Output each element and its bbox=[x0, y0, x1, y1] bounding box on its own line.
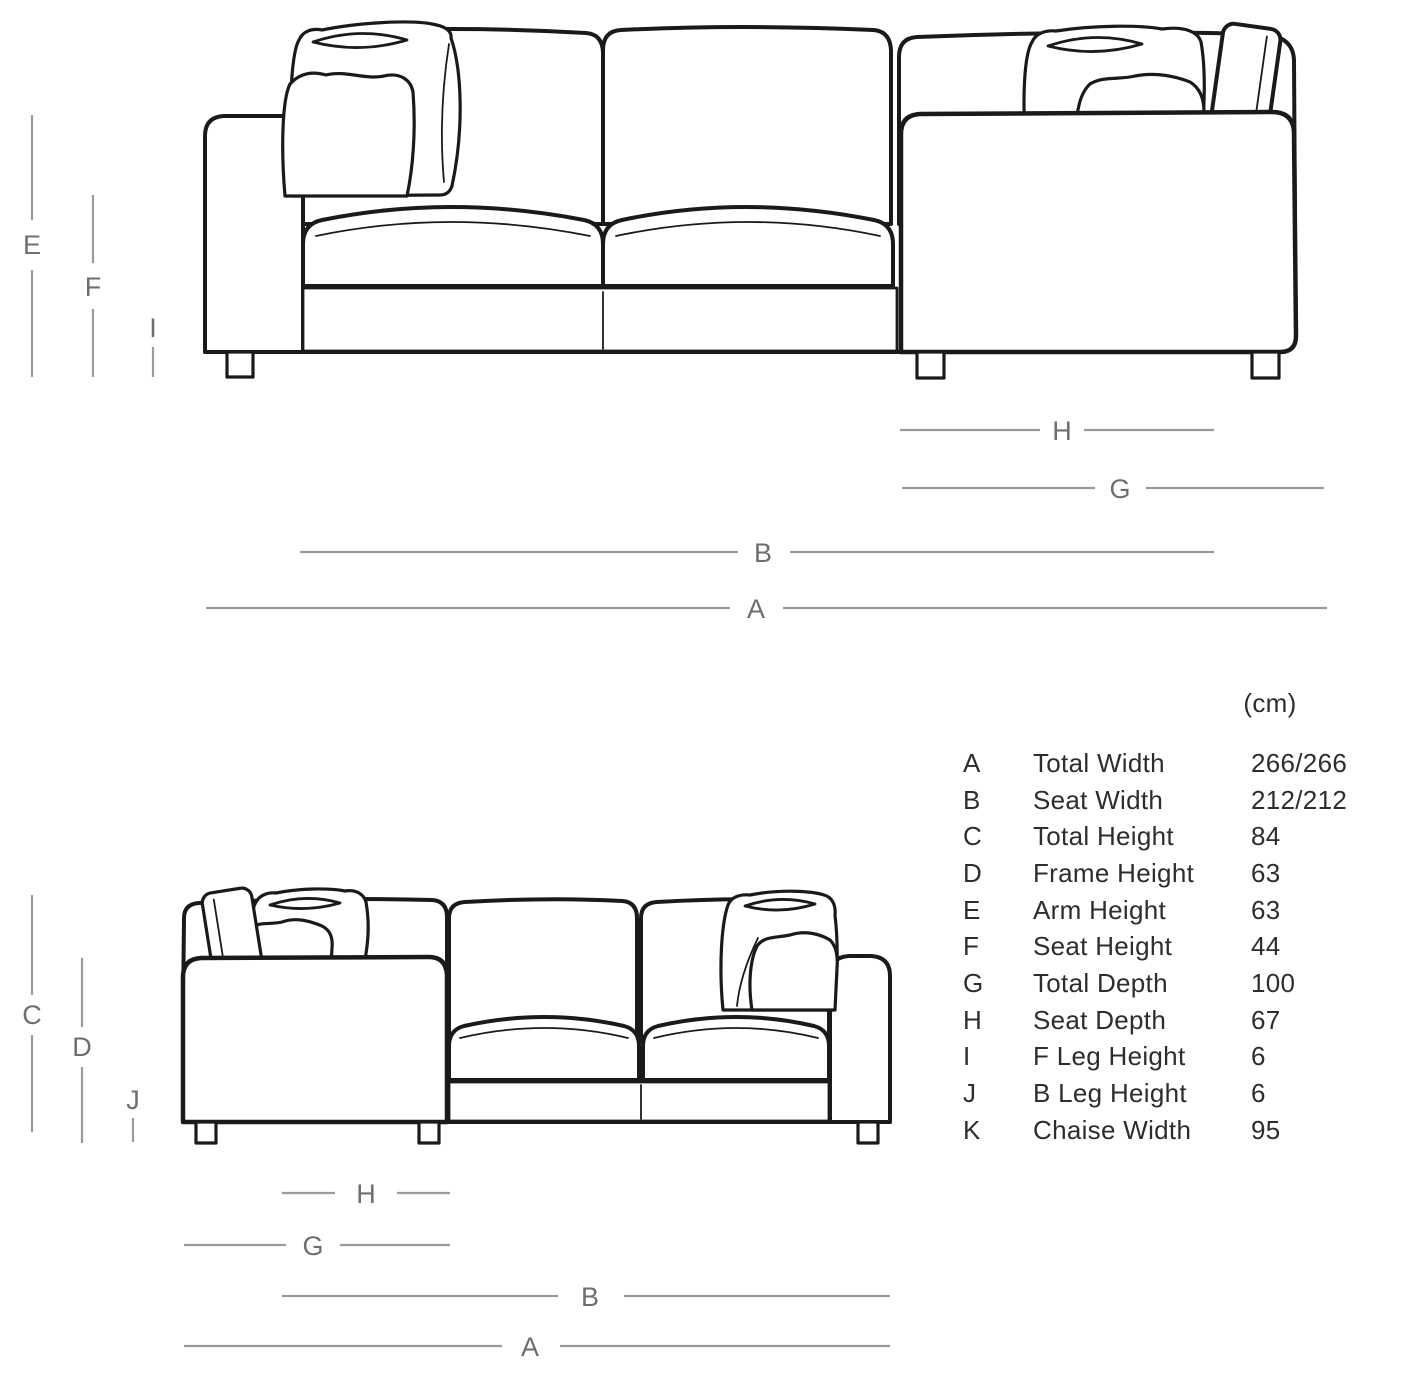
dim-label-total-width: A bbox=[520, 1332, 540, 1362]
dim-label-total-width: A bbox=[746, 594, 766, 624]
legend-value: 84 bbox=[1251, 821, 1281, 852]
dim-label-front-leg-height: I bbox=[149, 313, 157, 343]
legend-value: 6 bbox=[1251, 1041, 1266, 1072]
chaise-body bbox=[183, 957, 447, 1122]
unit-label: (cm) bbox=[1243, 688, 1297, 718]
dim-label-seat-height: F bbox=[84, 272, 102, 302]
legend-name: Frame Height bbox=[1033, 857, 1195, 888]
legend-letter: D bbox=[963, 857, 983, 888]
legend-value: 67 bbox=[1251, 1004, 1281, 1035]
legend-value: 63 bbox=[1251, 894, 1281, 925]
sofa-leg bbox=[858, 1122, 878, 1143]
legend-name: Total Height bbox=[1033, 821, 1174, 852]
legend-row-arm-height bbox=[963, 892, 1347, 929]
legend-row-back-leg-height bbox=[963, 1075, 1347, 1112]
legend-letter: B bbox=[963, 784, 981, 815]
legend-row-frame-height bbox=[963, 855, 1347, 892]
sofa-leg bbox=[1252, 352, 1279, 378]
legend-name: Total Depth bbox=[1033, 967, 1168, 998]
dim-label-back-leg-height: J bbox=[126, 1085, 140, 1115]
base-frame bbox=[449, 1082, 829, 1121]
dim-label-total-depth: G bbox=[302, 1231, 324, 1261]
legend-name: Seat Width bbox=[1033, 784, 1164, 815]
dim-label-total-depth: G bbox=[1109, 474, 1131, 504]
legend-value: 63 bbox=[1251, 857, 1281, 888]
dim-label-seat-depth: H bbox=[1052, 416, 1072, 446]
legend-row-seat-height bbox=[963, 928, 1347, 965]
legend-value: 95 bbox=[1251, 1114, 1281, 1145]
legend-name: Total Width bbox=[1033, 747, 1165, 778]
legend-value: 100 bbox=[1251, 967, 1296, 998]
seat-cushion-right bbox=[643, 1017, 829, 1080]
sofa-leg bbox=[419, 1122, 439, 1143]
dim-label-frame-height: D bbox=[72, 1032, 92, 1062]
legend-letter: I bbox=[963, 1041, 971, 1072]
back-cushion-middle bbox=[603, 27, 891, 224]
legend-name: B Leg Height bbox=[1033, 1078, 1187, 1109]
dimension-legend bbox=[963, 745, 1347, 1149]
legend-value: 44 bbox=[1251, 931, 1281, 962]
legend-row-seat-depth bbox=[963, 1002, 1347, 1039]
dim-label-seat-width: B bbox=[753, 538, 773, 568]
legend-row-total-height bbox=[963, 818, 1347, 855]
legend-name: F Leg Height bbox=[1033, 1041, 1186, 1072]
seat-cushion-right bbox=[603, 207, 893, 286]
legend-letter: G bbox=[963, 967, 984, 998]
dim-label-seat-depth: H bbox=[356, 1179, 376, 1209]
seat-cushion-left bbox=[303, 207, 603, 286]
legend-letter: A bbox=[963, 747, 981, 778]
legend-letter: C bbox=[963, 821, 983, 852]
base-frame bbox=[303, 288, 897, 351]
sofa-leg bbox=[227, 352, 253, 377]
legend-name: Chaise Width bbox=[1033, 1114, 1192, 1145]
legend-letter: H bbox=[963, 1004, 983, 1035]
legend-row-seat-width bbox=[963, 782, 1347, 819]
legend-letter: E bbox=[963, 894, 981, 925]
chaise-body bbox=[901, 112, 1296, 352]
dim-label-seat-width: B bbox=[580, 1282, 600, 1312]
scatter-pillow-small bbox=[283, 73, 414, 196]
dim-label-arm-height: E bbox=[22, 230, 42, 260]
legend-row-chaise-width bbox=[963, 1112, 1347, 1149]
legend-row-front-leg-height bbox=[963, 1039, 1347, 1076]
legend-value: 6 bbox=[1251, 1078, 1266, 1109]
legend-name: Seat Height bbox=[1033, 931, 1173, 962]
seat-cushion-left bbox=[449, 1017, 639, 1080]
legend-name: Seat Depth bbox=[1033, 1004, 1167, 1035]
sofa-leg bbox=[917, 352, 944, 378]
legend-row-total-width bbox=[963, 745, 1347, 782]
sofa-front-view-drawing bbox=[205, 22, 1296, 378]
legend-value: 266/266 bbox=[1251, 747, 1348, 778]
legend-value: 212/212 bbox=[1251, 784, 1348, 815]
right-arm bbox=[830, 956, 890, 1122]
scatter-pillow-small bbox=[750, 933, 837, 1010]
legend-letter: J bbox=[963, 1078, 977, 1109]
legend-row-total-depth bbox=[963, 965, 1347, 1002]
dim-label-total-height: C bbox=[22, 1000, 42, 1030]
sofa-back-view-drawing bbox=[183, 887, 890, 1143]
legend-name: Arm Height bbox=[1033, 894, 1167, 925]
legend-letter: F bbox=[963, 931, 980, 962]
legend-letter: K bbox=[963, 1114, 981, 1145]
sofa-leg bbox=[196, 1122, 216, 1143]
